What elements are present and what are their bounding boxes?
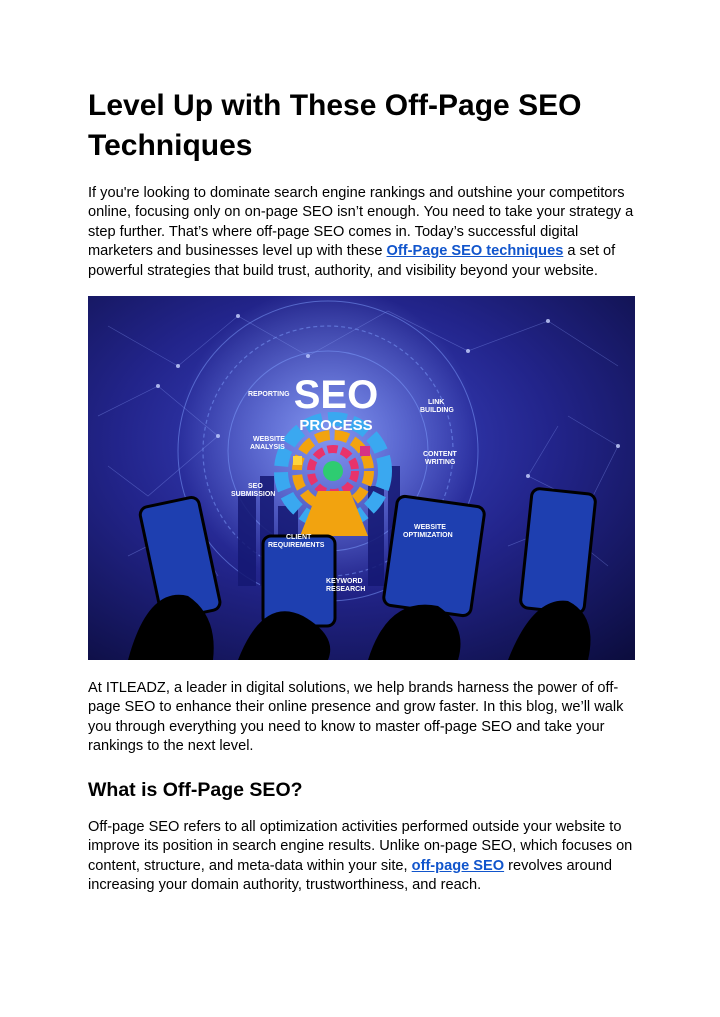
definition-text-end: revolves around increasing your domain authority, trustworthiness, and reach. (88, 857, 613, 894)
seo-title-text: SEO (293, 373, 379, 417)
label-seo-submission-2: SUBMISSION (231, 491, 276, 498)
section-heading: What is Off-Page SEO? (88, 779, 303, 801)
label-keyword-research-1: KEYWORD (326, 578, 363, 585)
label-client-requirements-2: REQUIREMENTS (268, 542, 325, 549)
label-content-writing-2: WRITING (425, 459, 456, 466)
off-page-seo-techniques-link[interactable]: Off-Page SEO techniques (386, 243, 564, 260)
seo-process-illustration (88, 296, 635, 660)
label-website-analysis-1: WEBSITE (253, 436, 285, 443)
itleadz-paragraph: At ITLEADZ, a leader in digital solutions, we help brands harness the power of off-page SEO to enhance their online presence and grow faster. In this blog, we’ll walk you through everything you need to know to master off-page SEO and take your rankings to the next level. (88, 680, 624, 755)
definition-paragraph (88, 818, 636, 896)
intro-text-start: If you're looking to dominate search engine rankings and outshine your competitors online, focusing only on on-page SEO isn’t enough. You need to take your strategy a step further. That’s where off-page SEO comes in. Today’s successful digital marketers and businesses level up with these (88, 185, 634, 260)
label-content-writing-1: CONTENT (423, 451, 457, 458)
label-seo-submission-1: SEO (248, 483, 263, 490)
label-client-requirements-1: CLIENT (286, 534, 312, 541)
off-page-seo-link[interactable]: off-page SEO (411, 857, 505, 874)
label-keyword-research-2: RESEARCH (326, 586, 366, 593)
label-website-analysis-2: ANALYSIS (250, 444, 285, 451)
intro-paragraph (88, 184, 636, 281)
label-link-building-2: BUILDING (420, 407, 454, 414)
label-link-building-1: LINK (428, 399, 445, 406)
definition-text-start: Off-page SEO refers to all optimization activities performed outside your website to improve its position in search engine results. Unlike on-page SEO, which focuses on content, structure, and meta-data within your site, (88, 819, 633, 874)
process-title-text: PROCESS (299, 417, 373, 434)
label-reporting: REPORTING (248, 391, 290, 398)
article-title: Level Up with These Off-Page SEO Techniques (88, 89, 582, 162)
intro-text-end: a set of powerful strategies that build trust, authority, and visibility beyond your website. (88, 243, 616, 279)
label-website-optimization-1: WEBSITE (414, 524, 446, 531)
label-website-optimization-2: OPTIMIZATION (403, 532, 453, 539)
